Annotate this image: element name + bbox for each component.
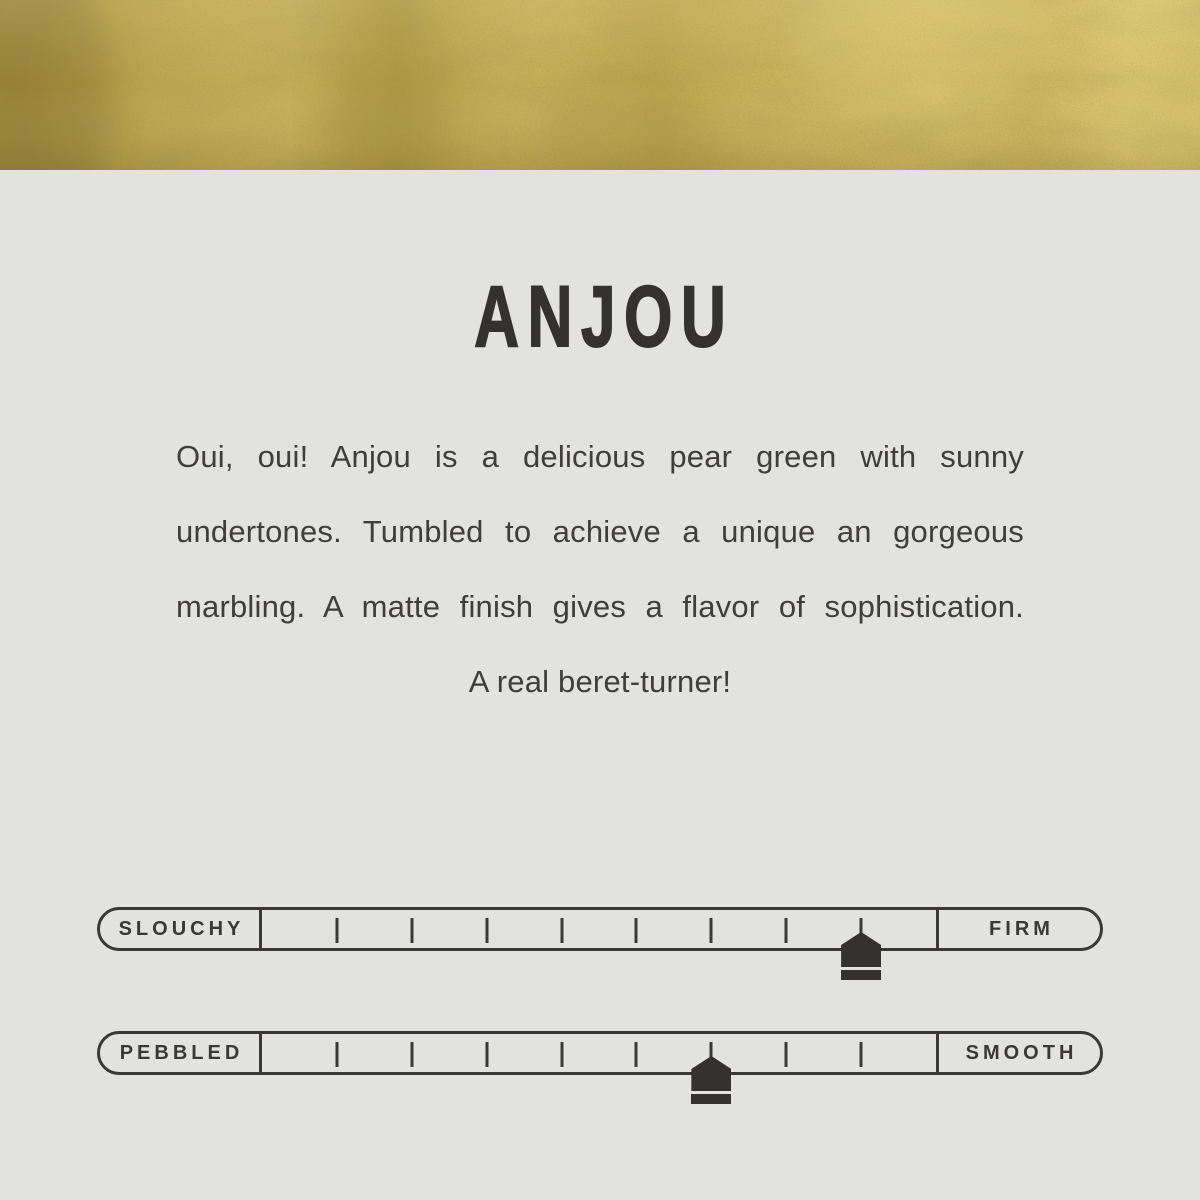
scale-tick [485, 918, 488, 943]
scale-tick [485, 1042, 488, 1067]
scale-tick [860, 1042, 863, 1067]
marker-arrow [691, 1056, 731, 1091]
scale-tick [560, 918, 563, 943]
firmness-scale [97, 907, 1103, 951]
scale-tick [635, 1042, 638, 1067]
marker-arrow [841, 932, 881, 967]
description-line: Oui, oui! Anjou is a delicious pear green with sunny [176, 439, 1024, 474]
scale-tick [785, 918, 788, 943]
scale-left-label: PEBBLED [100, 1034, 262, 1072]
marker-bar [691, 1094, 731, 1104]
scale-tick [335, 918, 338, 943]
product-name-heading: ANJOU [474, 269, 735, 365]
marker-bar [841, 970, 881, 980]
leather-texture-image [0, 0, 1200, 170]
description-line: undertones. Tumbled to achieve a unique an gorgeous [176, 514, 1024, 549]
scale-right-label: SMOOTH [936, 1034, 1100, 1072]
scale-marker [841, 932, 881, 980]
texture-scale [97, 1031, 1103, 1075]
product-description [176, 419, 1024, 719]
description-line: A real beret-turner! [468, 664, 732, 699]
scale-right-label: FIRM [936, 910, 1100, 948]
scale-track [262, 910, 936, 948]
scale-tick [560, 1042, 563, 1067]
scale-tick [785, 1042, 788, 1067]
description-line: marbling. A matte finish gives a flavor of sophistication. [176, 589, 1024, 624]
scale-tick [410, 1042, 413, 1067]
scale-marker [691, 1056, 731, 1104]
scale-tick [410, 918, 413, 943]
scale-tick [335, 1042, 338, 1067]
scale-tick [710, 918, 713, 943]
leather-swatch-photo [0, 0, 1200, 170]
scale-track [262, 1034, 936, 1072]
product-info-section [0, 269, 1200, 1075]
scale-tick [635, 918, 638, 943]
scale-left-label: SLOUCHY [100, 910, 262, 948]
